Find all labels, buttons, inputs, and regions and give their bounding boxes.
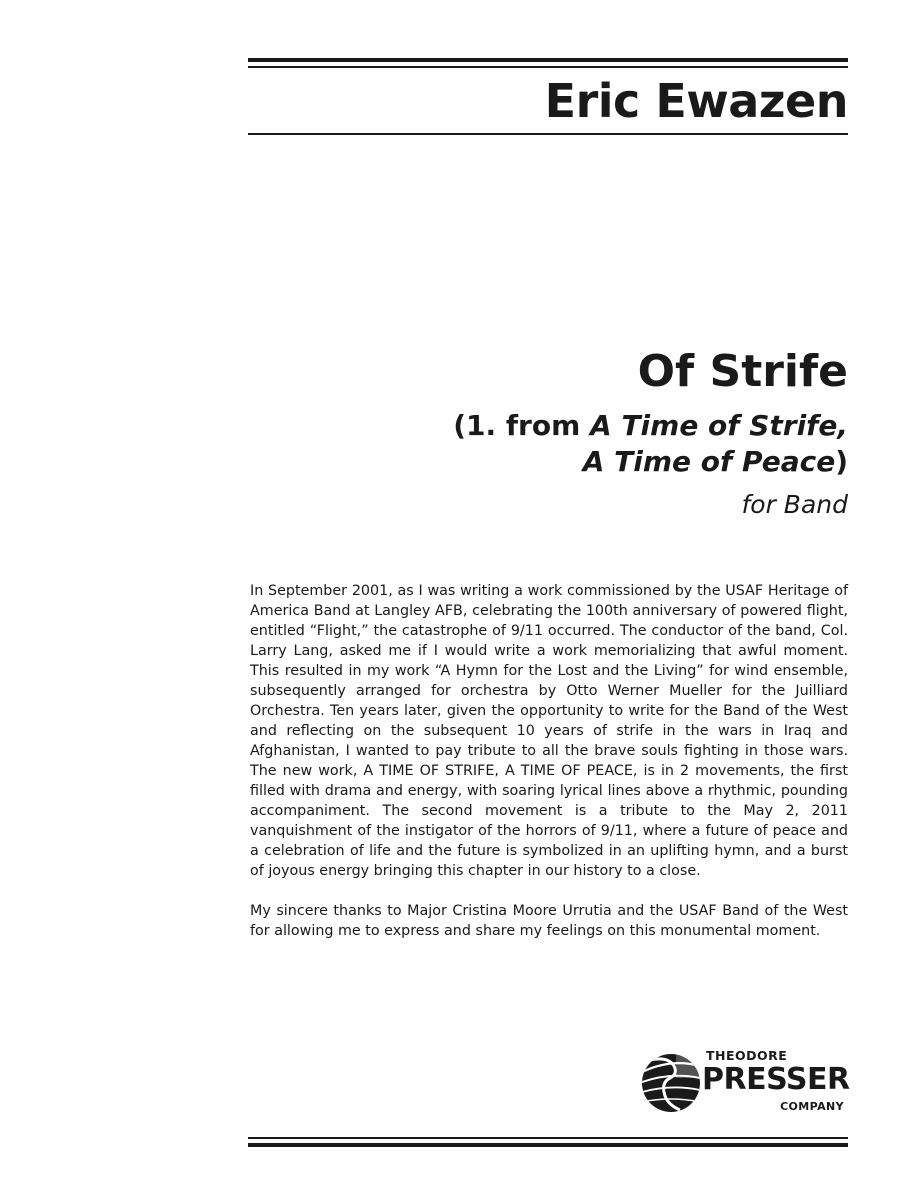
- subtitle-line-2: [453, 444, 848, 480]
- bottom-rule-thick: [248, 1143, 848, 1147]
- composer-underline-rule: [248, 133, 848, 135]
- top-rule-thin: [248, 66, 848, 68]
- subtitle-work-title-part-2: A Time of Peace: [582, 445, 836, 478]
- top-rule-thick: [248, 58, 848, 62]
- program-notes-paragraph: My sincere thanks to Major Cristina Moore Urrutia and the USAF Band of the West for allowing me to express and share my feelings on this monumental moment.: [250, 903, 848, 939]
- publisher-name-top: THEODORE: [706, 1048, 788, 1063]
- composer-name: Eric Ewazen: [544, 74, 848, 128]
- bottom-rule-thin: [248, 1137, 848, 1139]
- subtitle-line-1: [453, 408, 848, 444]
- instrumentation: for Band: [741, 490, 848, 519]
- piece-subtitle: [453, 408, 848, 480]
- publisher-name-bottom: COMPANY: [780, 1100, 844, 1113]
- publisher-name-main: PRESSER: [702, 1062, 850, 1097]
- program-notes: [250, 581, 848, 961]
- subtitle-suffix: ): [835, 445, 848, 478]
- program-notes-paragraph: In September 2001, as I was writing a work commissioned by the USAF Heritage of America Band at Langley AFB, celebrating the 100th anniversary of powered flight, entitled “Flight,” the catastrophe of 9/11 occurred. The conductor of the band, Col. Larry Lang, asked me if I would write a work memorializing that awful moment. This resulted in my work “A Hymn for the Lost and the Living” for wind ensemble, subsequently arranged for orchestra by Otto Werner Mueller for the Juilliard Orchestra. Ten years later, given the opportunity to write for the Band of the West and reflecting on the subsequent 10 years of strife in the wars in Iraq and Afghanistan, I wanted to pay tribute to all the brave souls fighting in those wars. The new work, A TIME OF STRIFE, A TIME OF PEACE, is in 2 movements, the first filled with drama and energy, with soaring lyrical lines above a rhythmic, pounding accompaniment. The second movement is a tribute to the May 2, 2011 vanquishment of the instigator of the horrors of 9/11, where a future of peace and a celebration of life and the future is symbolized in an uplifting hymn, and a burst of joyous energy bringing this chapter in our history to a close.: [250, 583, 848, 879]
- subtitle-prefix: (1. from: [453, 409, 591, 442]
- theodore-presser-globe-logo-icon: [640, 1052, 702, 1114]
- publisher-logo: [640, 1046, 850, 1116]
- piece-title: Of Strife: [637, 346, 848, 397]
- subtitle-work-title-part-1: A Time of Strife,: [590, 409, 848, 442]
